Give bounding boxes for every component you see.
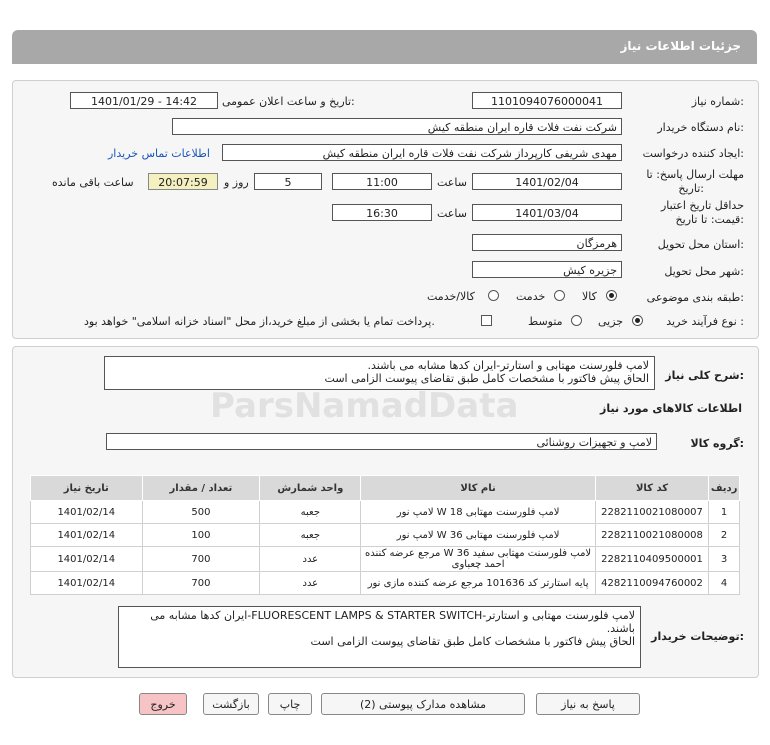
deadline-label-date: تاریخ: xyxy=(678,182,704,195)
treasury-payment-checkbox[interactable] xyxy=(481,315,492,326)
validity-date-field: 1401/03/04 xyxy=(472,204,622,221)
cell-date: 1401/02/14 xyxy=(31,572,143,595)
col-code: کد کالا xyxy=(595,476,708,501)
print-button[interactable]: چاپ xyxy=(268,693,312,715)
deadline-date-field: 1401/02/04 xyxy=(472,173,622,190)
province-field: هرمزگان xyxy=(472,234,622,251)
cell-qty: 100 xyxy=(142,524,260,547)
validity-label-date: قیمت: تا تاریخ: xyxy=(675,213,744,226)
cell-qty: 500 xyxy=(142,501,260,524)
col-unit: واحد شمارش xyxy=(260,476,361,501)
process-label: نوع فرآیند خرید : xyxy=(666,315,744,328)
cell-unit: جعبه xyxy=(260,524,361,547)
cell-row: 4 xyxy=(709,572,740,595)
cell-row: 2 xyxy=(709,524,740,547)
process-minor-label: جزیی xyxy=(598,315,624,328)
city-field: جزیره کیش xyxy=(472,261,622,278)
col-name: نام کالا xyxy=(361,476,595,501)
announce-label: تاریخ و ساعت اعلان عمومی: xyxy=(222,95,355,108)
goods-table-header xyxy=(31,476,740,501)
deadline-time-label: ساعت xyxy=(437,176,467,189)
buyer-contact-link[interactable]: اطلاعات تماس خریدار xyxy=(108,147,210,160)
remaining-label: ساعت باقی مانده xyxy=(52,176,134,189)
category-service-radio[interactable] xyxy=(554,290,565,301)
buyer-notes-label: توضیحات خریدار: xyxy=(651,630,744,643)
back-button[interactable]: بازگشت xyxy=(203,693,259,715)
cell-unit: جعبه xyxy=(260,501,361,524)
goods-group-field: لامپ و تجهیزات روشنائی xyxy=(106,433,657,450)
cell-code: 2282110021080008 xyxy=(595,524,708,547)
process-minor-radio[interactable] xyxy=(632,315,643,326)
process-medium-radio[interactable] xyxy=(571,315,582,326)
page-title: جزئیات اطلاعات نیاز xyxy=(620,39,741,53)
cell-code: 4282110094760002 xyxy=(595,572,708,595)
category-goods-radio[interactable] xyxy=(606,290,617,301)
cell-unit: عدد xyxy=(260,572,361,595)
description-label: شرح کلی نیاز: xyxy=(665,369,744,382)
cell-qty: 700 xyxy=(142,572,260,595)
days-label: روز و xyxy=(224,176,249,189)
cell-name: پایه استارتر کد 101636 مرجع عرضه کننده مازی نور xyxy=(361,572,595,595)
remaining-time-field: 20:07:59 xyxy=(148,173,218,190)
reply-button[interactable]: پاسخ به نیاز xyxy=(536,693,640,715)
cell-name: لامپ فلورسنت مهتابی سفید W 36 مرجع عرضه کننده احمد چعباوی xyxy=(361,547,595,572)
category-goods-service-radio[interactable] xyxy=(488,290,499,301)
window-title-bar xyxy=(12,30,757,64)
cell-row: 3 xyxy=(709,547,740,572)
watermark-brand: ParsNamadData xyxy=(210,386,519,426)
cell-qty: 700 xyxy=(142,547,260,572)
cell-date: 1401/02/14 xyxy=(31,501,143,524)
col-row: ردیف xyxy=(709,476,740,501)
exit-button[interactable]: خروج xyxy=(139,693,187,715)
validity-time-field: 16:30 xyxy=(332,204,432,221)
cell-code: 2282110021080007 xyxy=(595,501,708,524)
city-label: شهر محل تحویل: xyxy=(664,265,744,278)
deadline-label: مهلت ارسال پاسخ: تا xyxy=(646,168,744,181)
cell-name: لامپ فلورسنت مهتابی W 18 لامپ نور xyxy=(361,501,595,524)
validity-time-label: ساعت xyxy=(437,207,467,220)
table-row xyxy=(31,572,740,595)
cell-date: 1401/02/14 xyxy=(31,524,143,547)
cell-code: 2282110409500001 xyxy=(595,547,708,572)
need-number-field: 1101094076000041 xyxy=(472,92,622,109)
buyer-org-label: نام دستگاه خریدار: xyxy=(657,121,744,134)
col-date: تاریخ نیاز xyxy=(31,476,143,501)
cell-unit: عدد xyxy=(260,547,361,572)
col-qty: تعداد / مقدار xyxy=(142,476,260,501)
treasury-payment-note: پرداخت تمام یا بخشی از مبلغ خرید،از محل "اسناد خزانه اسلامی" خواهد بود. xyxy=(84,315,435,328)
days-field: 5 xyxy=(254,173,322,190)
buyer-org-field: شرکت نفت فلات قاره ایران منطقه کیش xyxy=(172,118,622,135)
cell-name: لامپ فلورسنت مهتابی W 36 لامپ نور xyxy=(361,524,595,547)
creator-field: مهدی شریفی کارپرداز شرکت نفت فلات قاره ایران منطقه کیش xyxy=(222,144,622,161)
category-goods-service-label: کالا/خدمت xyxy=(427,290,475,303)
category-label: طبقه بندی موضوعی: xyxy=(646,291,744,304)
need-number-label: شماره نیاز: xyxy=(691,95,744,108)
goods-section-title: اطلاعات کالاهای مورد نیاز xyxy=(600,402,742,415)
view-attachments-button[interactable]: مشاهده مدارک پیوستی (2) xyxy=(321,693,525,715)
table-row xyxy=(31,547,740,572)
category-service-label: خدمت xyxy=(516,290,546,303)
province-label: استان محل تحویل: xyxy=(657,238,744,251)
goods-group-label: گروه کالا: xyxy=(690,437,744,450)
creator-label: ایجاد کننده درخواست: xyxy=(642,147,744,160)
description-text: لامپ فلورسنت مهتابی و استارتر-ایران کدها مشابه می باشند. الحاق پیش فاکتور با مشخصات کامل طبق تقاضای پیوست الزامی است xyxy=(104,356,655,390)
buyer-notes-text: لامپ فلورسنت مهتابی و استارتر-FLUORESCENT LAMPS & STARTER SWITCH-ایران کدها مشابه می باشند. الحاق پیش فاکتور با مشخصات کامل طبق تقاضای پیوست الزامی است xyxy=(118,606,641,668)
table-row xyxy=(31,524,740,547)
cell-row: 1 xyxy=(709,501,740,524)
cell-date: 1401/02/14 xyxy=(31,547,143,572)
deadline-time-field: 11:00 xyxy=(332,173,432,190)
goods-table xyxy=(30,475,740,595)
table-row xyxy=(31,501,740,524)
category-goods-label: کالا xyxy=(582,290,597,303)
announce-field: 1401/01/29 - 14:42 xyxy=(70,92,218,109)
process-medium-label: متوسط xyxy=(528,315,563,328)
validity-label: حداقل تاریخ اعتبار xyxy=(660,199,744,212)
